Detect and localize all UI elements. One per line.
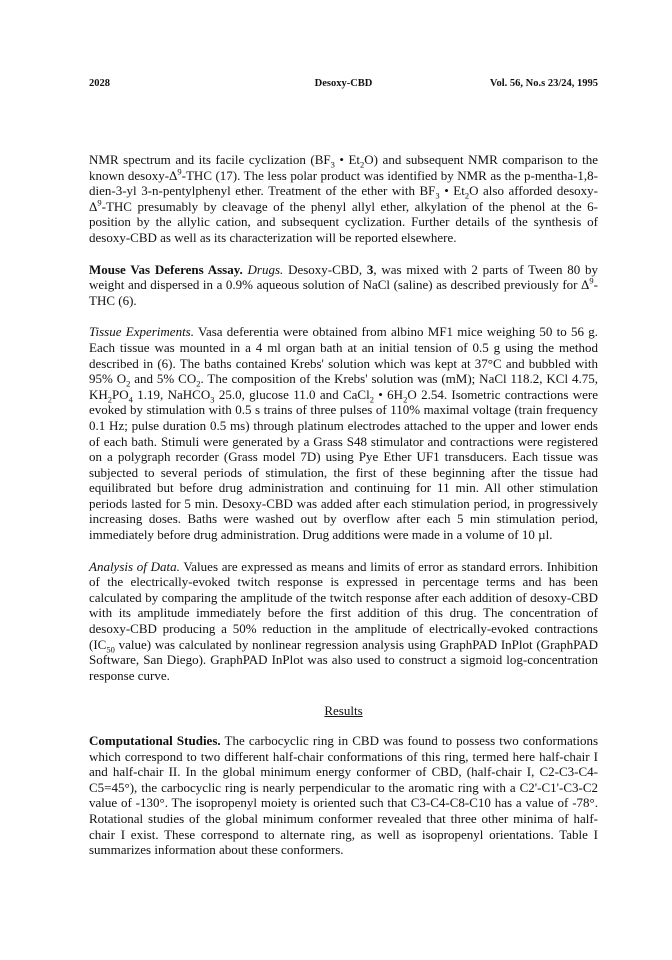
- section-heading: Computational Studies.: [89, 733, 221, 748]
- paragraph-vas-deferens-assay: Mouse Vas Deferens Assay. Drugs. Desoxy-CBD, 3, was mixed with 2 parts of Tween 80 by weight and dispersed in a 0.9% aqueous solution of NaCl (saline) as described previously for $\Delta^9$-THC (6).: [89, 261, 599, 308]
- subsection-heading: Analysis of Data.: [89, 558, 180, 574]
- paragraph-computational-studies: Computational Studies. The carbocyclic ring in CBD was found to possess two conformations which correspond to two different half-chair conformations of this ring, termed here half-chair I and half-chair II. In the global minimum energy conformer of CBD, (half-chair I, C2-C3-C4-C5=45°), the carbocyclic ring is nearly perpendicular to the aromatic ring with a C2'-C1'-C3-C2 value of -130°. The isopropenyl moiety is oriented such that C3-C4-C8-C10 has a value of -78°. Rotational studies of the global minimum conformer revealed that three other minima of half-chair I exist. These correspond to alternate ring, as well as isopropenyl orientations. Table I summarizes information about these conformers.: [89, 733, 599, 858]
- paragraph-synthesis: NMR spectrum and its facile cyclization ($BF_3$ • $Et_2O$) and subsequent NMR comparison to the known desoxy-$\Delta^9$-THC (17). The less polar product was identified by NMR as the p-mentha-1,8-dien-3-yl 3-n-pentylphenyl ether. Treatment of the ether with $BF_3$ • $Et_2O$ also afforded desoxy-$\Delta^9$-THC presumably by cleavage of the phenyl allyl ether, alkylation of the phenol at the 6-position by the allylic cation, and subsequent cyclization. Further details of the synthesis of desoxy-CBD as well as its characterization will be reported elsewhere.: [89, 152, 599, 245]
- section-heading: Mouse Vas Deferens Assay.: [89, 261, 243, 277]
- running-header: [89, 78, 598, 94]
- journal-citation: Vol. 56, No.s 23/24, 1995: [489, 78, 598, 89]
- page-number: 2028: [89, 78, 110, 89]
- article-body: [89, 152, 598, 874]
- paragraph-tissue-experiments: Tissue Experiments. Vasa deferentia were obtained from albino MF1 mice weighing 50 to 56 g. Each tissue was mounted in a 4 ml organ bath at an initial tension of 0.5 g using the method described in (6). The baths contained Krebs' solution which was kept at 37°C and bubbled with 95% $O_2$ and 5% $CO_2$. The composition of the Krebs' solution was (mM); NaCl 118.2, KCl 4.75, $KH_2PO_4$ 1.19, NaHCO$_3$ 25.0, glucose 11.0 and CaCl$_2$ • $6H_2O$ 2.54. Isometric contractions were evoked by stimulation with 0.5 s trains of three pulses of 110% maximal voltage (train frequency 0.1 Hz; pulse duration 0.5 ms) through platinum electrodes attached to the upper and lower ends of each bath. Stimuli were generated by a Grass S48 stimulator and contractions were registered on a polygraph recorder (Grass model 7D) using Pye Ether UF1 transducers. Each tissue was subjected to several periods of stimulation, the first of these beginning after the tissue had equilibrated but before drug administration and continuing for 11 min. All other stimulation periods lasted for 5 min. Desoxy-CBD was added after each stimulation period, in progressively increasing doses. Baths were washed out by overflow after each 5 min stimulation period, immediately before drug administration. Drug additions were made in a volume of 10 µl.: [89, 324, 599, 543]
- running-title: Desoxy-CBD: [314, 78, 373, 89]
- subsection-heading: Tissue Experiments.: [89, 324, 194, 340]
- results-heading: Results: [324, 703, 363, 719]
- subsection-heading: Drugs.: [247, 261, 284, 277]
- paragraph-analysis-of-data: Analysis of Data. Values are expressed as means and limits of error as standard errors. Inhibition of the electrically-evoked twitch response is expressed in percentage terms and has been calculated by comparing the amplitude of the twitch response after each addition of desoxy-CBD with its amplitude immediately before the first addition of this drug. The concentration of desoxy-CBD producing a 50% reduction in the amplitude of electrically-evoked contractions ($IC_{50}$ value) was calculated by nonlinear regression analysis using GraphPAD InPlot (GraphPAD Software, San Diego). GraphPAD InPlot was also used to construct a sigmoid log-concentration response curve.: [89, 558, 598, 683]
